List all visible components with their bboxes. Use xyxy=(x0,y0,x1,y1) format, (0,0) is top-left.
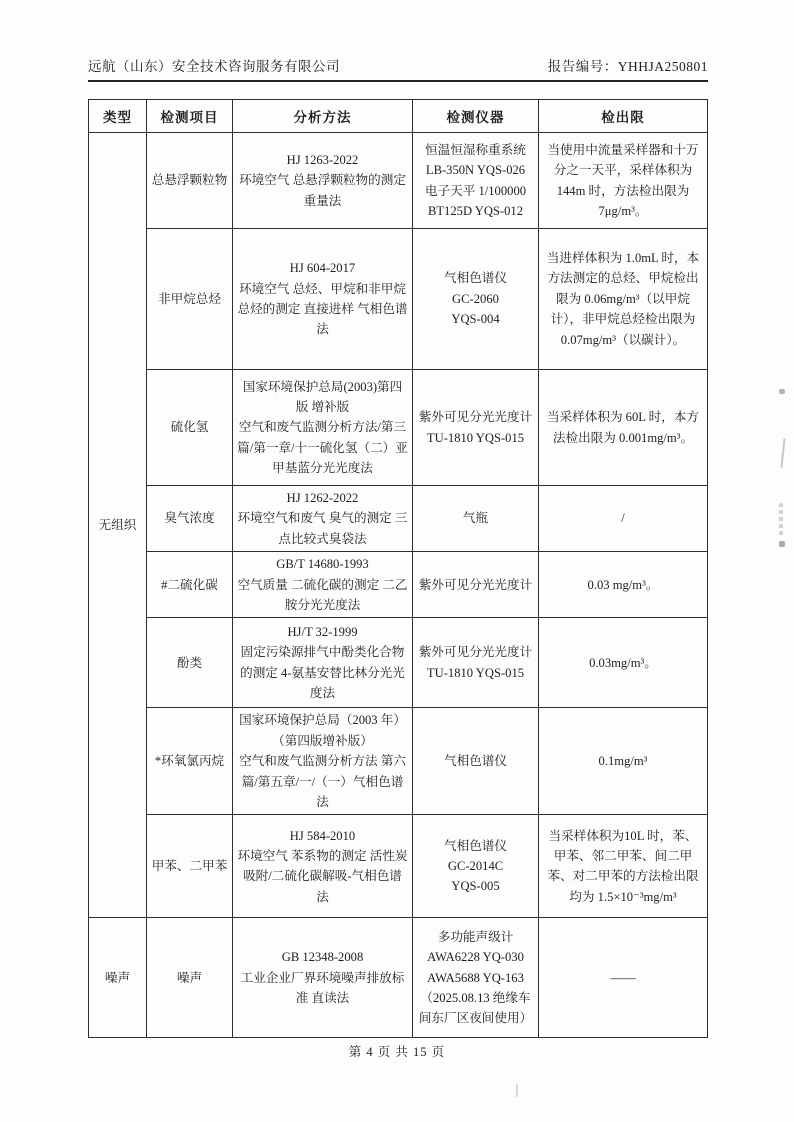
instrument-cell-line: LB-350N YQS-026 xyxy=(425,163,526,178)
instrument-cell xyxy=(413,229,539,370)
page-footer xyxy=(0,1042,794,1060)
instrument-cell xyxy=(413,815,539,918)
item-cell: 酚类 xyxy=(147,618,233,708)
instrument-cell-line: 多功能声级计 xyxy=(437,929,514,944)
report-number-label: 报告编号： xyxy=(547,59,618,74)
method-cell-line: 环境空气和废气 臭气的测定 三点比较式臭袋法 xyxy=(237,511,408,546)
item-cell: 总悬浮颗粒物 xyxy=(147,133,233,229)
limit-cell: 0.03 mg/m³。 xyxy=(539,552,708,618)
instrument-cell-line: GC-2014C xyxy=(447,859,504,874)
instrument-cell-line: AWA6228 YQ-030 xyxy=(427,950,524,965)
method-cell-line: 环境空气 苯系物的测定 活性炭吸附/二硫化碳解吸-气相色谱法 xyxy=(237,848,408,904)
table-row xyxy=(89,370,708,486)
test-methods-table xyxy=(88,99,708,1038)
method-cell-line: 固定污染源排气中酚类化合物的测定 4-氨基安替比林分光光度法 xyxy=(240,645,405,701)
table-row xyxy=(89,486,708,552)
limit-cell: / xyxy=(539,486,708,552)
page-number: 第 4 页 共 15 页 xyxy=(348,1045,446,1059)
instrument-cell-line: （2025.08.13 绝缘车间东厂区夜间使用） xyxy=(418,990,533,1026)
item-cell: 硫化氢 xyxy=(147,370,233,486)
method-cell-line: GB 12348-2008 xyxy=(281,950,364,965)
company-name: 远航（山东）安全技术咨询服务有限公司 xyxy=(88,59,340,74)
method-cell-line: HJ 1262-2022 xyxy=(286,491,359,505)
method-cell-line: 国家环境保护总局(2003)第四版 增补版 xyxy=(242,379,403,414)
instrument-cell-line: 电子天平 1/100000 xyxy=(424,183,527,198)
method-cell xyxy=(233,370,413,486)
table-row xyxy=(89,552,708,618)
column-header-3: 检测仪器 xyxy=(413,100,539,133)
instrument-cell-line: 气相色谱仪 xyxy=(444,271,507,286)
table-row xyxy=(89,618,708,708)
item-cell: 甲苯、二甲苯 xyxy=(147,815,233,918)
limit-cell: 当进样体积为 1.0mL 时，本方法测定的总烃、甲烷检出限为 0.06mg/m³（以甲烷计），非甲烷总烃检出限为 0.07mg/m³（以碳计）。 xyxy=(539,229,708,370)
type-cell: 噪声 xyxy=(89,918,147,1038)
instrument-cell-line: 气相色谱仪 xyxy=(444,754,507,769)
instrument-cell-line: 气瓶 xyxy=(462,511,489,526)
method-cell-line: 空气和废气监测分析方法 第六篇/第五章/一/（一）气相色谱法 xyxy=(239,754,406,809)
scan-artifact xyxy=(779,389,785,394)
scan-artifact xyxy=(779,503,783,537)
table-header xyxy=(89,100,708,133)
header-divider xyxy=(88,80,708,82)
method-cell xyxy=(233,133,413,229)
item-cell: 臭气浓度 xyxy=(147,486,233,552)
method-cell-line: 空气质量 二硫化碳的测定 二乙胺分光光度法 xyxy=(237,577,408,612)
instrument-cell xyxy=(413,618,539,708)
document-header xyxy=(88,55,708,75)
limit-cell: 当采样体积为 60L 时，本方法检出限为 0.001mg/m³。 xyxy=(539,370,708,486)
table-body xyxy=(89,133,708,1038)
column-header-0: 类型 xyxy=(89,100,147,133)
limit-cell: 当使用中流量采样器和十万分之一天平，采样体积为 144m 时，方法检出限为 7μg/m³。 xyxy=(539,133,708,229)
limit-cell: —— xyxy=(539,918,708,1038)
method-cell xyxy=(233,618,413,708)
instrument-cell xyxy=(413,370,539,486)
method-cell-line: 空气和废气监测分析方法/第三篇/第一章/十一硫化氢（二）亚甲基蓝分光光度法 xyxy=(237,420,408,476)
limit-cell: 0.03mg/m³。 xyxy=(539,618,708,708)
method-cell xyxy=(233,815,413,918)
method-cell-line: HJ 604-2017 xyxy=(289,261,356,276)
limit-cell: 当采样体积为10L 时，苯、甲苯、邻二甲苯、间二甲苯、对二甲苯的方法检出限均为 1.5×10⁻³mg/m³ xyxy=(539,815,708,918)
instrument-cell-line: 紫外可见分光光度计 xyxy=(418,410,533,425)
instrument-cell xyxy=(413,918,539,1038)
type-cell: 无组织 xyxy=(89,133,147,918)
method-cell-line: 工业企业厂界环境噪声排放标准 直读法 xyxy=(240,970,405,1005)
instrument-cell-line: 恒温恒湿称重系统 xyxy=(425,142,526,157)
method-cell-line: HJ 584-2010 xyxy=(289,828,356,843)
table-row xyxy=(89,708,708,815)
instrument-cell-line: YQS-004 xyxy=(451,312,500,327)
item-cell: 噪声 xyxy=(147,918,233,1038)
instrument-cell-line: BT125D YQS-012 xyxy=(427,203,524,218)
column-header-1: 检测项目 xyxy=(147,100,233,133)
instrument-cell xyxy=(413,486,539,552)
method-cell-line: HJ/T 32-1999 xyxy=(287,625,358,640)
scan-artifact xyxy=(779,541,785,547)
table-row xyxy=(89,133,708,229)
table-row xyxy=(89,815,708,918)
report-number-value: YHHJA250801 xyxy=(617,59,708,74)
method-cell xyxy=(233,918,413,1038)
item-cell: #二硫化碳 xyxy=(147,552,233,618)
instrument-cell-line: TU-1810 YQS-015 xyxy=(426,430,525,445)
method-cell xyxy=(233,708,413,815)
scan-artifact xyxy=(780,438,785,468)
instrument-cell-line: 紫外可见分光光度计 xyxy=(418,577,533,592)
item-cell: *环氧氯丙烷 xyxy=(147,708,233,815)
table-row xyxy=(89,918,708,1038)
instrument-cell-line: 紫外可见分光光度计 xyxy=(418,645,533,660)
column-header-4: 检出限 xyxy=(539,100,708,133)
scan-artifact xyxy=(516,1084,518,1097)
header-row xyxy=(89,100,708,133)
method-cell xyxy=(233,229,413,370)
instrument-cell-line: TU-1810 YQS-015 xyxy=(426,665,525,680)
method-cell xyxy=(233,552,413,618)
instrument-cell-line: AWA5688 YQ-163 xyxy=(427,970,524,985)
instrument-cell xyxy=(413,708,539,815)
instrument-cell-line: GC-2060 xyxy=(452,291,499,306)
instrument-cell xyxy=(413,133,539,229)
table-row xyxy=(89,229,708,370)
limit-cell: 0.1mg/m³ xyxy=(539,708,708,815)
instrument-cell-line: YQS-005 xyxy=(451,879,500,894)
method-cell-line: 国家环境保护总局（2003 年）（第四版增补版） xyxy=(239,713,406,748)
item-cell: 非甲烷总烃 xyxy=(147,229,233,370)
instrument-cell xyxy=(413,552,539,618)
instrument-cell-line: 气相色谱仪 xyxy=(444,838,507,853)
method-cell-line: GB/T 14680-1993 xyxy=(276,557,369,572)
report-number xyxy=(548,55,708,75)
method-cell-line: HJ 1263-2022 xyxy=(286,152,359,167)
column-header-2: 分析方法 xyxy=(233,100,413,133)
method-cell xyxy=(233,486,413,552)
method-cell-line: 环境空气 总烃、甲烷和非甲烷总烃的测定 直接进样 气相色谱法 xyxy=(237,281,408,337)
method-cell-line: 环境空气 总悬浮颗粒物的测定 重量法 xyxy=(239,173,406,208)
